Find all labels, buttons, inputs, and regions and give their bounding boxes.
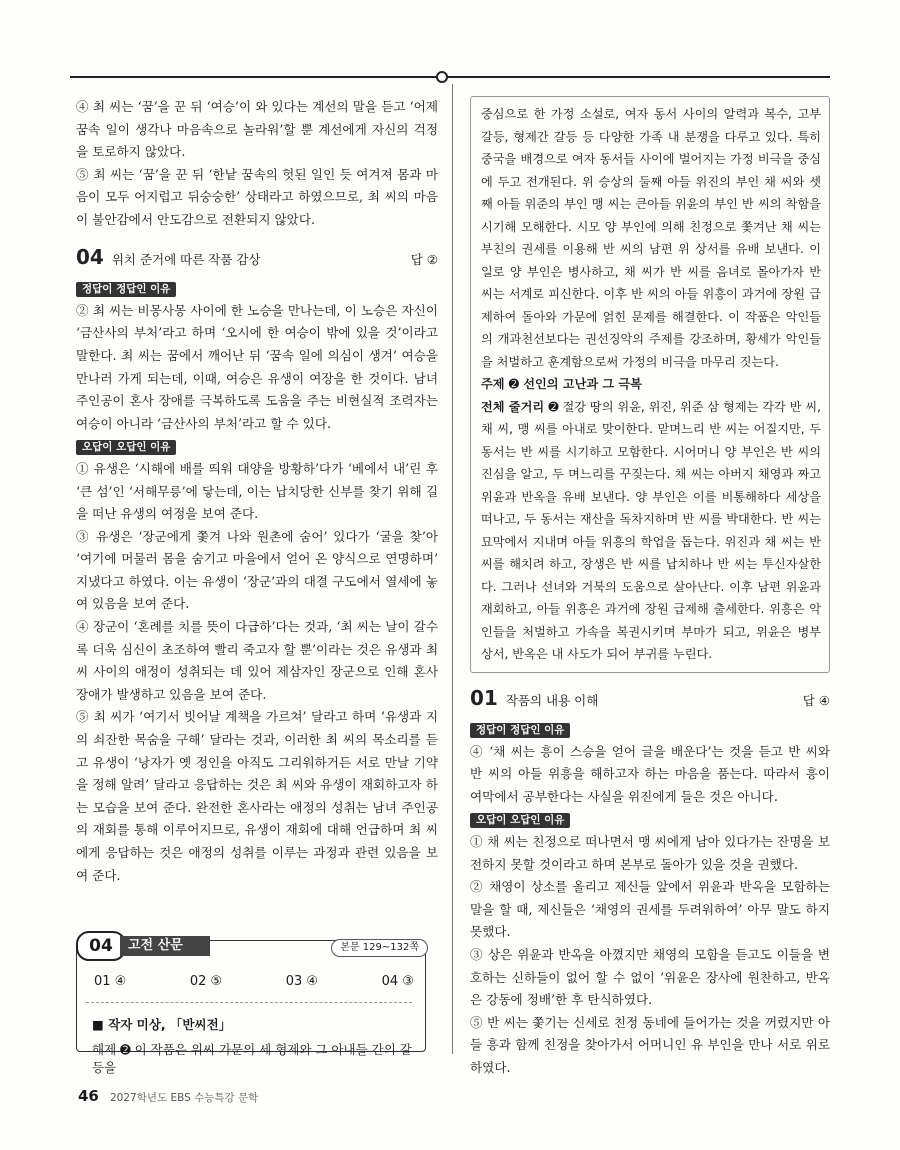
section-title: 작품의 내용 이해	[505, 692, 599, 708]
theme-text: 주제 ➋ 선인의 고난과 그 극복	[481, 377, 642, 391]
answer-key-title: 고전 산문	[120, 936, 210, 956]
page-number: 46	[78, 1087, 99, 1105]
paragraph: ① 유생은 ‘시해에 배를 띄워 대양을 방황하’다가 ‘베에서 내’린 후 ‘큰 섬’인 ‘서해무릉’에 닿는데, 이는 납치당한 신부를 찾기 위해 길을 떠난 유생의 여정을 보여 준다.	[76, 460, 438, 522]
wrong-reason-tag: 오답이 오답인 이유	[470, 813, 570, 828]
box-paragraph: 중심으로 한 가정 소설로, 여자 동서 사이의 알력과 복수, 고부 갈등, 형제간 갈등 등 다양한 가족 내 분쟁을 다루고 있다. 특히 중국을 배경으로 여자 동서들 사이에 벌어지는 가정 비극을 중심에 두고 전개된다. 위 승상의 둘째 아들 위진의 부인 채 씨와 셋째 아들 위준의 부인 맹 씨는 큰아들 위윤의 부인 반 씨의 착함을 시기해 모해한다. 시모 양 부인에 의해 친정으로 쫓겨난 채 씨는 부친의 권세를 이용해 반 씨의 남편 위 상서를 유배 보낸다. 이 일로 양 부인은 병사하고, 채 씨가 반 씨를 음녀로 몰아가자 반 씨는 서계로 피신한다. 이후 반 씨의 아들 위흥이 과거에 장원 급제하여 돌아와 가문에 얽힌 문제를 해결한다. 이 작품은 악인들의 개과천선보다는 권선징악의 주제를 강조하며, 황세가 악인들을 처벌하고 훈계함으로써 가정의 비극을 마무리 짓는다.	[481, 107, 821, 369]
work-explanation: 해제 ➋ 이 작품은 위씨 가문의 세 형제와 그 아내들 간의 갈등을	[92, 1042, 412, 1075]
section-number: 01	[470, 685, 498, 710]
right-column	[470, 96, 830, 1080]
section-answer: 답 ②	[410, 251, 438, 267]
paragraph: ① 채 씨는 친정으로 떠나면서 맹 씨에게 남아 있다가는 잔명을 보전하지 못할 것이라고 하며 본부로 돌아가 있을 것을 권했다.	[470, 834, 830, 872]
paragraph: ④ ‘채 씨는 흥이 스승을 얻어 글을 배운다’는 것을 듣고 반 씨와 반 씨의 아들 위흥을 해하고자 하는 마음을 품는다. 따라서 흥이 여막에서 공부한다는 사실을 위진에게 들은 것은 아니다.	[470, 743, 830, 804]
paragraph: ⑤ 최 씨는 ‘꿈’을 꾼 뒤 ‘한낱 꿈속의 헛된 일인 듯 여겨져 몸과 마음이 모두 어지럽고 뒤숭숭한’ 상태라고 하였으므로, 최 씨의 마음이 불안감에서 안도감으로 전환되지 않았다.	[76, 166, 438, 227]
section-title: 위치 준거에 따른 작품 감상	[111, 251, 261, 267]
paragraph: ② 최 씨는 비몽사몽 사이에 한 노승을 만나는데, 이 노승은 자신이 ‘금산사의 부처’라고 하며 ‘오시에 한 여승이 밖에 있을 것’이라고 말한다. 최 씨는 꿈에서 깨어난 뒤 ‘꿈속 일에 의심이 생겨’ 여승을 만나러 가게 되는데, 이때, 여승은 유생이 여장을 한 것이다. 남녀 주인공이 혼사 장애를 극복하도록 도움을 주는 비현실적 조력자는 여승이 아니라 ‘금산사의 부처’라고 할 수 있다.	[76, 302, 438, 431]
section-answer: 답 ④	[802, 692, 830, 708]
correct-reason-tag: 정답이 정답인 이유	[76, 282, 176, 297]
section-number: 04	[76, 244, 104, 269]
paragraph: ③ 유생은 ‘장군에게 쫓겨 나와 원촌에 숨어’ 있다가 ‘굴을 찾’아 ‘여기에 머물러 몸을 숨기고 마을에서 얻어 온 양식으로 연명하며’ 지냈다고 하였다. 이는 유생이 ‘장군’과의 대결 구도에서 열세에 놓여 있음을 보여 준다.	[76, 528, 438, 612]
page-footer	[78, 1086, 258, 1105]
paragraph: ⑤ 반 씨는 쫓기는 신세로 친정 동네에 들어가는 것을 꺼렸지만 아들 흥과 함께 친정을 찾아가서 어머니인 유 부인을 만나 서로 위로하였다.	[470, 1014, 830, 1075]
answer-key-range: 본문 129~132쪽	[331, 939, 428, 957]
section-header-04	[76, 246, 438, 272]
paragraph: ② 채영이 상소를 올리고 제신들 앞에서 위윤과 반옥을 모함하는 말을 할 때, 제신들은 ‘채영의 권세를 두려워하여’ 아무 말도 하지 못했다.	[470, 879, 830, 940]
plot-summary	[481, 396, 821, 666]
work-author: ■ 작자 미상, 「반씨전」	[92, 1017, 232, 1032]
paragraph: ③ 상은 위윤과 반옥을 아꼈지만 채영의 모함을 듣고도 이들을 변호하는 신하들이 없어 할 수 없이 ‘위윤은 장사에 원찬하고, 반옥은 강동에 정배’한 후 탄식하였다.	[470, 947, 830, 1008]
top-rule	[70, 76, 830, 78]
left-column	[76, 96, 438, 887]
section-header-01	[470, 687, 830, 713]
answer-item: 04 ③	[381, 974, 414, 989]
paragraph: ④ 장군이 ‘혼례를 치를 뜻이 다급하’다는 것과, ‘최 씨는 날이 갈수록 더욱 심신이 초조하여 빨리 죽고자 할 뿐’이라는 것은 유생과 최 씨 사이의 애정이 성취되는 데 있어 제삼자인 장군으로 인해 혼사 장애가 발생하고 있음을 보여 준다.	[76, 619, 438, 702]
correct-reason-tag: 정답이 정답인 이유	[470, 723, 570, 738]
answer-item: 02 ⑤	[189, 974, 223, 989]
answer-key-number: 04	[76, 931, 126, 961]
paragraph: ⑤ 최 씨가 ‘여기서 빗어날 계책을 가르쳐’ 달라고 하며 ‘유생과 지의 쇠잔한 목숨을 구해’ 달라는 것과, 이러한 최 씨의 목소리를 듣고 유생이 ‘낭자가 옛 정인을 아직도 그리워하거든 서로 만날 기약을 정해 알려’ 달라고 응답하는 것은 최 씨와 유생이 재회하고자 하는 모습을 보여 준다. 완전한 혼사라는 애정의 성취는 남녀 주인공의 재회를 통해 이루어지므로, 유생이 재회에 대해 언급하며 최 씨에게 응답하는 것은 애정의 성취를 이루는 과정과 관련 있음을 보여 준다.	[76, 709, 438, 883]
dashed-divider	[86, 1002, 412, 1003]
summary-label: 전체 줄거리 ➋	[481, 399, 559, 414]
answer-key-list	[94, 974, 414, 989]
book-title: 2027학년도 EBS 수능특강 문학	[109, 1092, 259, 1104]
answer-item: 03 ④	[285, 974, 319, 989]
top-rule-marker	[436, 71, 448, 83]
theme-line	[481, 373, 821, 396]
answer-key-header	[76, 931, 428, 959]
paragraph: ④ 최 씨는 ‘꿈’을 꾼 뒤 ‘여승’이 와 있다는 계선의 말을 듣고 ‘어제 꿈속 일이 생각나 마음속으로 놀라워’할 뿐 계선에게 자신의 걱정을 토로하지 않았다.	[76, 99, 438, 160]
column-divider	[452, 84, 453, 1054]
wrong-reason-tag: 오답이 오답인 이유	[76, 440, 176, 455]
answer-item: 01 ④	[94, 974, 127, 989]
summary-box	[470, 96, 830, 673]
summary-text: 절강 땅의 위윤, 위진, 위준 삼 형제는 각각 반 씨, 채 씨, 맹 씨를 아내로 맞이한다. 맏며느리 반 씨는 어질지만, 두 동서는 반 씨를 시기하고 모함한다. 시어머니 양 부인은 반 씨의 진심을 알고, 두 며느리를 꾸짖는다. 채 씨는 아버지 채영과 짜고 위윤과 반옥을 유배 보낸다. 양 부인은 이를 비통해하다 세상을 떠나고, 두 동서는 재산을 독차지하며 반 씨를 박대한다. 반 씨는 묘막에서 지내며 아들 위흥의 학업을 돕는다. 위진과 채 씨는 반 씨를 해치려 하고, 장생은 반 씨를 납치하나 반 씨는 투신자살한다. 그러나 선녀와 거북의 도움으로 살아난다. 이후 남편 위윤과 재회하고, 아들 위흥은 과거에 장원 급제해 출세한다. 위흥은 악인들을 처벌하고 가속을 복권시키며 부마가 되고, 위윤은 병부 상서, 반옥은 내 사도가 되어 부귀를 누린다.	[481, 399, 821, 661]
